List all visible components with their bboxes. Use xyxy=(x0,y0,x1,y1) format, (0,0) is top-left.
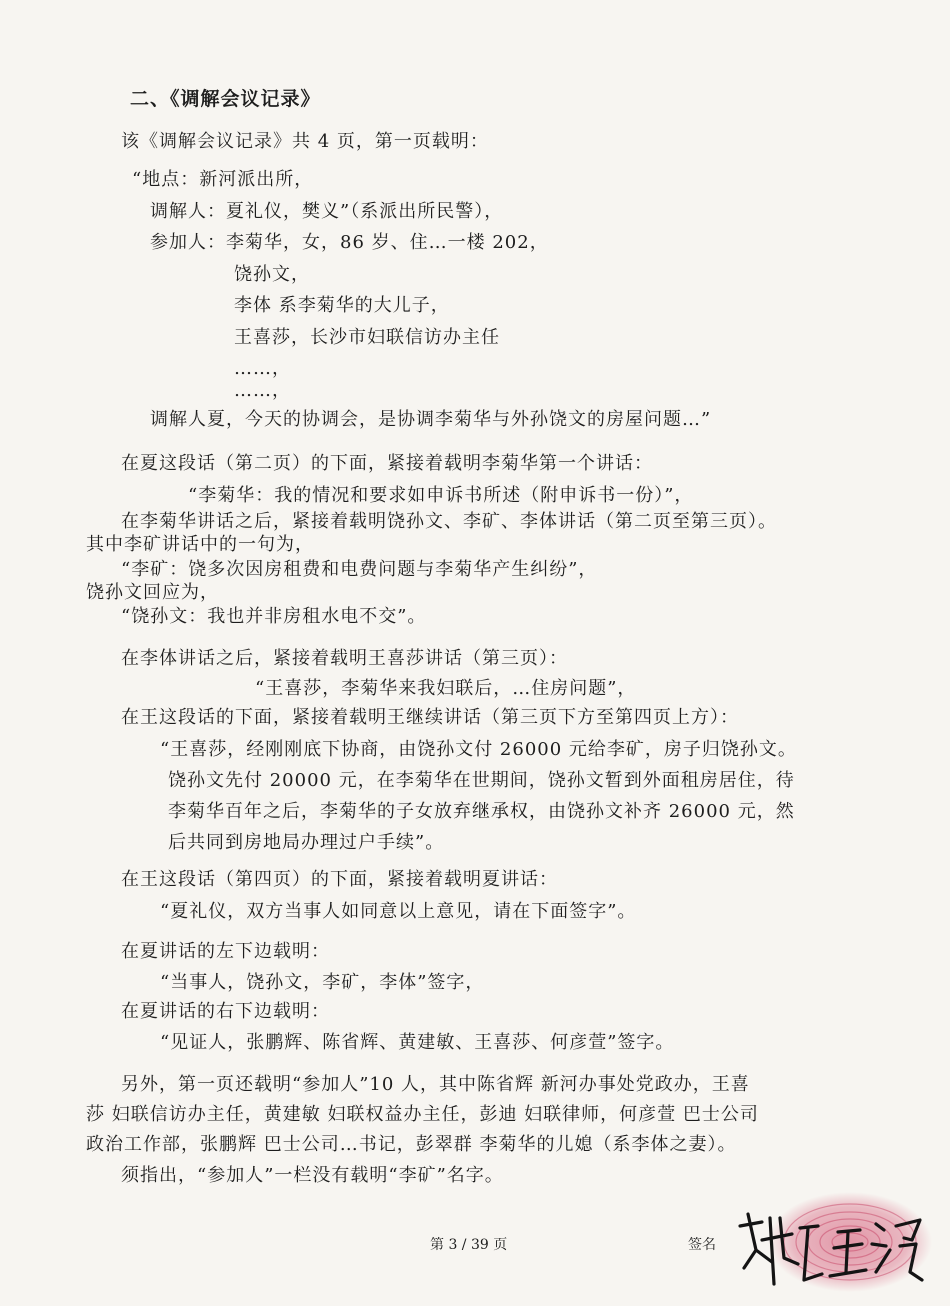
paragraph-line: 在夏这段话（第二页）的下面，紧接着载明李菊华第一个讲话： xyxy=(121,453,653,474)
paragraph-line: 饶孙文回应为， xyxy=(86,582,219,603)
paragraph-line: 在王这段话（第四页）的下面，紧接着载明夏讲话： xyxy=(121,869,558,890)
paragraph-line: 莎 妇联信访办主任，黄建敏 妇联权益办主任，彭迪 妇联律师，何彦萱 巴士公司 xyxy=(86,1104,759,1125)
paragraph-line: 该《调解会议记录》共 4 页，第一页载明： xyxy=(121,131,489,152)
paragraph-line: “王喜莎，经刚刚底下协商，由饶孙文付 26000 元给李矿，房子归饶孙文。 xyxy=(160,739,797,760)
section-heading: 二、《调解会议记录》 xyxy=(130,88,321,110)
paragraph-line: 饶孙文， xyxy=(234,264,310,285)
paragraph-line: 调解人夏，今天的协调会，是协调李菊华与外孙饶文的房屋问题…” xyxy=(150,409,712,430)
paragraph-line: 李菊华百年之后，李菊华的子女放弃继承权，由饶孙文补齐 26000 元，然 xyxy=(168,801,795,822)
paragraph-line: ……， xyxy=(234,358,291,379)
paragraph-line: 在夏讲话的左下边载明： xyxy=(121,941,330,962)
paragraph-line: 在王这段话的下面，紧接着载明王继续讲话（第三页下方至第四页上方）： xyxy=(121,707,739,728)
paragraph-line: 调解人：夏礼仪，樊义”（系派出所民警）， xyxy=(150,201,504,222)
paragraph-line: “饶孙文：我也并非房租水电不交”。 xyxy=(121,606,427,627)
paragraph-line: 李体 系李菊华的大儿子， xyxy=(234,295,450,316)
paragraph-line: 政治工作部，张鹏辉 巴士公司…书记，彭翠群 李菊华的儿媳（系李体之妻）。 xyxy=(86,1134,737,1155)
paragraph-line: 另外，第一页还载明“参加人”10 人，其中陈省辉 新河办事处党政办，王喜 xyxy=(121,1074,750,1095)
signature-with-fingerprint-icon xyxy=(700,1188,940,1298)
paragraph-line: 在李菊华讲话之后，紧接着载明饶孙文、李矿、李体讲话（第二页至第三页）。 xyxy=(121,511,777,532)
paragraph-line: 在夏讲话的右下边载明： xyxy=(121,1001,330,1022)
paragraph-line: 饶孙文先付 20000 元，在李菊华在世期间，饶孙文暂到外面租房居住，待 xyxy=(168,770,795,791)
page-number: 第 3 / 39 页 xyxy=(430,1237,508,1253)
signature-label: 签名 xyxy=(688,1237,716,1253)
paragraph-line: 参加人：李菊华，女，86 岁、住…一楼 202， xyxy=(150,232,549,253)
paragraph-line: “李矿：饶多次因房租费和电费问题与李菊华产生纠纷”， xyxy=(121,559,598,580)
paragraph-line: “见证人，张鹏辉、陈省辉、黄建敏、王喜莎、何彦萱”签字。 xyxy=(160,1032,675,1053)
paragraph-line: “地点：新河派出所， xyxy=(132,169,314,190)
paragraph-line: 王喜莎，长沙市妇联信访办主任 xyxy=(234,327,500,348)
paragraph-line: 在李体讲话之后，紧接着载明王喜莎讲话（第三页）： xyxy=(121,648,568,669)
paragraph-line: 后共同到房地局办理过户手续”。 xyxy=(168,832,445,853)
paragraph-line: “李菊华：我的情况和要求如申诉书所述（附申诉书一份）”， xyxy=(188,485,694,506)
paragraph-line: 须指出，“参加人”一栏没有载明“李矿”名字。 xyxy=(121,1165,504,1186)
paragraph-line: “当事人，饶孙文，李矿，李体”签字， xyxy=(160,972,485,993)
paragraph-line: 其中李矿讲话中的一句为， xyxy=(86,534,314,555)
paragraph-line: ……， xyxy=(234,380,291,401)
paragraph-line: “夏礼仪，双方当事人如同意以上意见，请在下面签字”。 xyxy=(160,901,637,922)
paragraph-line: “王喜莎，李菊华来我妇联后，…住房问题”， xyxy=(255,678,637,699)
